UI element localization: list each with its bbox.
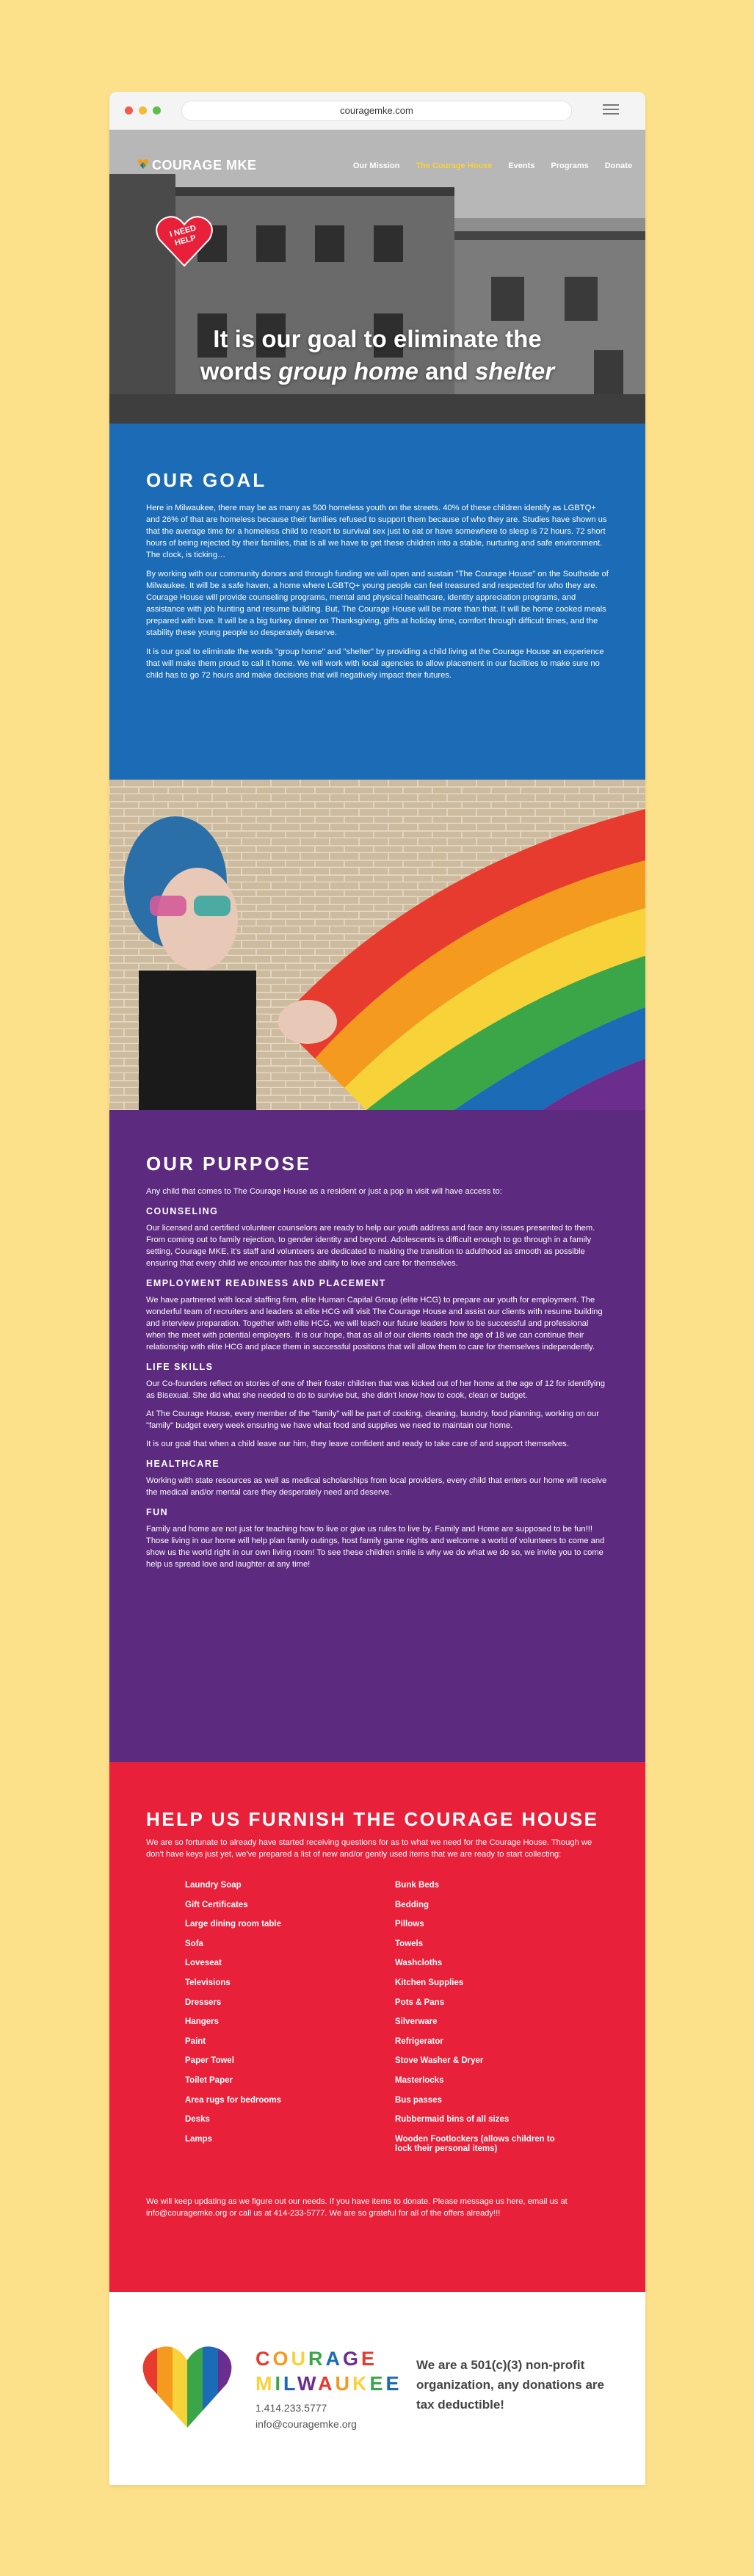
goal-paragraph: It is our goal to eliminate the words "group home" and "shelter" by providing a child living at the Courage House an experience that will make them proud to call it home. We will work with local agencies to allow placement in our facilities to make sure no child has to go 72 hours and make decisions that will negatively impact their futures.: [146, 647, 604, 680]
our-purpose-section: [109, 1110, 645, 1762]
counseling-text: Our licensed and certified volunteer counselors are ready to help our youth address and face any issues presented to them. From coming out to family rejection, to gender identity and beyond. Adolescents is difficult enough to go through in a family setting, Courage MKE, it's staff and volunteers are dedicated to making the transition to adulthood as smooth as possible ensuring that every child we encounter has the ability to love and care for themselves.: [146, 1224, 595, 1268]
main-nav: [353, 162, 632, 170]
furnish-intro: We are so fortunate to already have started receiving questions for as to what we need for the Courage House. Though we don't have keys just yet, we've prepared a list of new and/or gently used items that we are ready to start collecting:: [146, 1838, 592, 1859]
list-item: Stove Washer & Dryer: [395, 2056, 484, 2066]
list-item: Bedding: [395, 1900, 429, 1909]
rainbow-heart-logo-icon[interactable]: [137, 158, 149, 170]
donation-items-list: [185, 1881, 609, 2163]
subheading-employment: EMPLOYMENT READINESS AND PLACEMENT: [146, 1278, 386, 1288]
footer-logo-milwaukee: MILWAUKEE: [255, 2373, 402, 2395]
footer-contact: [255, 2400, 357, 2432]
browser-chrome: [109, 92, 645, 130]
purpose-intro: Any child that comes to The Courage House as a resident or just a pop in visit will have access to:: [146, 1187, 502, 1196]
list-item: Area rugs for bedrooms: [185, 2095, 281, 2105]
nav-events[interactable]: Events: [508, 162, 535, 170]
list-item: Wooden Footlockers (allows children to lock their personal items): [395, 2134, 555, 2153]
list-item: Lamps: [185, 2134, 213, 2144]
rainbow-heart-icon: [142, 2343, 233, 2429]
list-item: Laundry Soap: [185, 1881, 242, 1890]
subheading-healthcare: HEALTHCARE: [146, 1459, 220, 1469]
list-item: Bus passes: [395, 2095, 442, 2105]
list-item: Masterlocks: [395, 2075, 444, 2085]
list-item: Dressers: [185, 1998, 222, 2007]
life-skills-text: Our Co-founders reflect on stories of one of their foster children that was kicked out of her home at the age of 12 for identifying as Bisexual. She did what she needed to do to survive but, she didn't know how to cook, clean or budget.: [146, 1379, 605, 1400]
rainbow-flag-image: [109, 780, 645, 1110]
goal-paragraph: Here in Milwaukee, there may be as many as 500 homeless youth on the streets. 40% of these children identify as LGBTQ+ and 26% of that are homeless because their families refused to support them because of who they are. Studies have shown us that the average time for a homeless child to resort to survival sex just to eat or have somewhere to sleep is 72 hours. 72 short hours of being rejected by their families, that is all we have to get these children into a stable, nurturing and safe environment. The clock, is ticking…: [146, 504, 607, 559]
furnish-closing: We will keep updating as we figure out our needs. If you have items to donate. Please message us here, email us at info@couragemke.org or call us at 414-233-5777. We are so grateful for all of the offers already!!!: [146, 2197, 568, 2218]
site-logo[interactable]: COURAGE MKE: [152, 158, 257, 173]
address-bar[interactable]: couragemke.com: [181, 101, 572, 121]
life-skills-text: It is our goal that when a child leave our him, they leave confident and ready to take care of and support themselves.: [146, 1440, 569, 1448]
list-item: Paint: [185, 2036, 206, 2046]
hero-title: It is our goal to eliminate the words group home and shelter: [200, 325, 555, 385]
nav-programs[interactable]: Programs: [551, 162, 589, 170]
nonprofit-statement: We are a 501(c)(3) non-profit organization, any donations are tax deductible!: [416, 2358, 604, 2412]
healthcare-text: Working with state resources as well as medical scholarships from local providers, every child that enters our home will receive the medical and/or mental care they desperately need and deserve.: [146, 1476, 607, 1497]
rainbow-flag-photo: [109, 780, 645, 1110]
list-item: Pillows: [395, 1920, 424, 1929]
our-goal-section: [109, 424, 645, 780]
subheading-counseling: COUNSELING: [146, 1206, 219, 1216]
footer-phone[interactable]: 1.414.233.5777: [255, 2402, 327, 2414]
footer-email[interactable]: info@couragemke.org: [255, 2418, 357, 2430]
subheading-life-skills: LIFE SKILLS: [146, 1362, 214, 1372]
employment-text: We have partnered with local staffing firm, elite Human Capital Group (elite HCG) to prepare our youth for employment. The wonderful team of recruiters and leaders at elite HCG will visit The Courage House and assist our clients with resume building and interview preparation. Together with elite HCG, we will teach our future leaders how to be successful and professional when the meet with potential employers. It is our hope, that as all of our clients reach the age of 18 we can continue their relationship with elite HCG and place them in successful positions that will allow them to care for themselves independently.: [146, 1296, 603, 1352]
section-heading: OUR GOAL: [146, 469, 267, 491]
section-heading: HELP US FURNISH THE COURAGE HOUSE: [146, 1808, 599, 1830]
close-window-button[interactable]: [125, 106, 133, 115]
nav-donate[interactable]: Donate: [604, 162, 632, 170]
list-item: Refrigerator: [395, 2036, 443, 2046]
nav-our-mission[interactable]: Our Mission: [352, 162, 400, 170]
nav-courage-house[interactable]: The Courage House: [416, 162, 493, 170]
section-heading: OUR PURPOSE: [146, 1153, 312, 1175]
hero-banner: [109, 130, 645, 424]
list-item: Towels: [395, 1939, 424, 1948]
list-item: Gift Certificates: [185, 1900, 248, 1909]
list-item: Kitchen Supplies: [395, 1978, 464, 1987]
furnish-section: [109, 1762, 645, 2292]
list-item: Desks: [185, 2115, 210, 2125]
life-skills-text: At The Courage House, every member of the "family" will be part of cooking, cleaning, laundry, food planning, working on our "family" budget every week ensuring we have what food and supplies we need to maintain our home.: [146, 1409, 599, 1430]
list-item: Loveseat: [185, 1959, 222, 1968]
site-footer: [109, 2292, 645, 2485]
minimize-window-button[interactable]: [139, 106, 147, 115]
list-item: Paper Towel: [185, 2056, 234, 2066]
list-item: Pots & Pans: [395, 1998, 445, 2007]
list-item: Televisions: [185, 1978, 231, 1987]
footer-logo-courage: COURAGE: [255, 2348, 378, 2370]
help-sign-text: I NEED HELP: [168, 223, 197, 248]
list-item: Large dining room table: [185, 1920, 281, 1929]
list-item: Silverware: [395, 2017, 438, 2027]
browser-window: [109, 92, 645, 2485]
maximize-window-button[interactable]: [153, 106, 161, 115]
fun-text: Family and home are not just for teaching how to live or give us rules to live by. Family and Home are supposed to be fun!!! Those living in our home will help plan family outings, host family game nights and welcome a world of volunteers to come and show us the world right in our own living room! To see these children smile is why we do what we do so, we invite you to come help us spread love and laughter at any time!: [146, 1525, 605, 1569]
subheading-fun: FUN: [146, 1507, 169, 1517]
list-item: Bunk Beds: [395, 1881, 440, 1890]
list-item: Sofa: [185, 1939, 203, 1948]
list-item: Rubbermaid bins of all sizes: [395, 2115, 510, 2125]
list-item: Hangers: [185, 2017, 220, 2027]
goal-paragraph: By working with our community donors and through funding we will open and sustain "The Courage House" on the Southside of Milwaukee. It will be a safe haven, a home where LGBTQ+ young people can feel treasured and respected for who they are. Courage House will provide counseling programs, mental and physical healthcare, identity appreciation programs, and assistance with job hunting and resume building. But, The Courage House will be more than that. It will be home cooked meals prepared with love. It will be a big turkey dinner on Thanksgiving, gifts at holiday time, comfort through difficult times, and the stability these young people so desperately deserve.: [146, 570, 609, 637]
list-item: Washcloths: [395, 1959, 443, 1968]
hamburger-menu-icon[interactable]: [603, 104, 619, 116]
list-item: Toilet Paper: [185, 2075, 233, 2085]
